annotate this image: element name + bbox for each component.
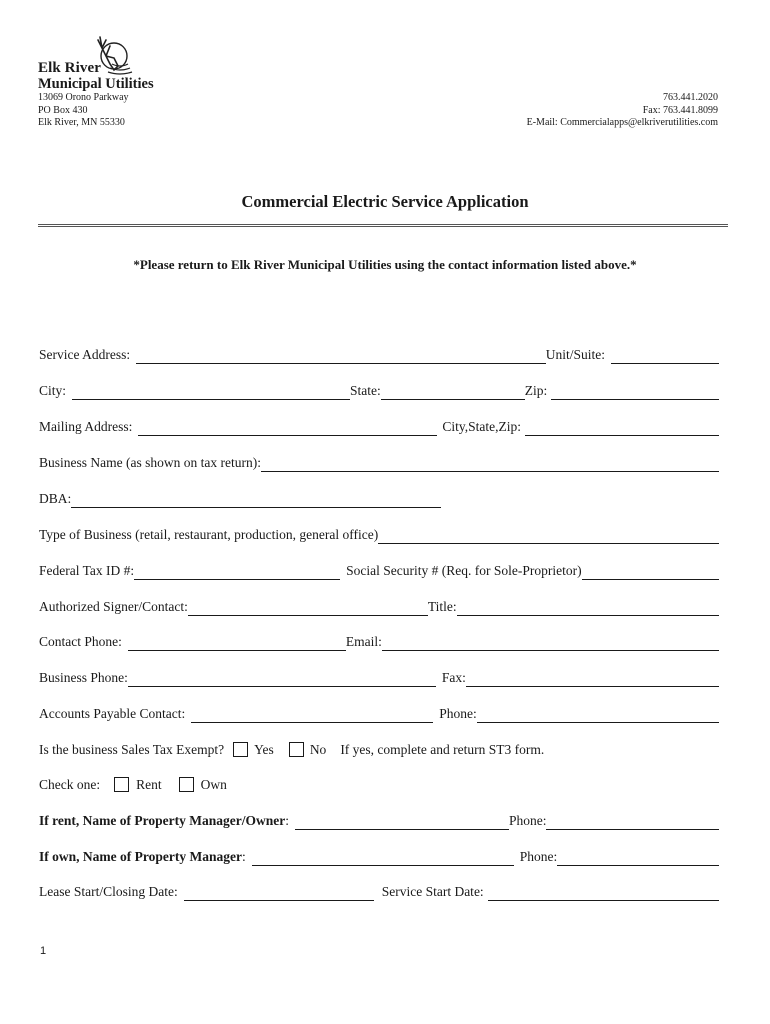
st3-note: If yes, complete and return ST3 form. [340, 742, 545, 757]
federal-tax-id-field[interactable] [134, 564, 340, 580]
type-of-business-field[interactable] [378, 528, 719, 544]
title-divider [38, 224, 728, 227]
logo-name-line2: Municipal Utilities [38, 76, 154, 92]
dba-label: DBA: [39, 491, 72, 506]
type-of-business-label: Type of Business (retail, restaurant, production, general office) [39, 527, 379, 542]
row-tax-id [39, 560, 719, 580]
address-line: Elk River, MN 55330 [38, 117, 125, 128]
service-start-label: Service Start Date: [381, 884, 484, 899]
city-field[interactable] [72, 384, 350, 400]
mailing-address-field[interactable] [138, 420, 437, 436]
row-service-address [39, 344, 719, 364]
row-business-phone [39, 667, 719, 687]
page-title: Commercial Electric Service Application [241, 192, 529, 211]
rent-phone-field[interactable] [546, 814, 719, 830]
service-start-field[interactable] [488, 885, 719, 901]
page-number: 1 [40, 945, 47, 957]
fax-field[interactable] [466, 671, 719, 687]
row-mailing-address [39, 416, 719, 436]
zip-label: Zip: [524, 383, 548, 398]
own-property-manager-label: If own, Name of Property Manager [39, 849, 242, 864]
row-rent-property-manager [39, 810, 719, 830]
ap-phone-field[interactable] [477, 707, 719, 723]
row-type-of-business [39, 524, 719, 544]
lease-start-field[interactable] [184, 885, 374, 901]
return-notice: *Please return to Elk River Municipal Utilities using the contact information listed above.* [133, 257, 637, 272]
row-own-property-manager [39, 846, 719, 866]
contact-phone-label: Contact Phone: [39, 634, 122, 649]
own-checkbox[interactable] [179, 777, 194, 792]
rent-phone-label: Phone: [508, 813, 547, 828]
contact-block [527, 92, 718, 130]
row-business-name [39, 452, 719, 472]
lease-start-label: Lease Start/Closing Date: [39, 884, 178, 899]
city-label: City: [39, 383, 67, 398]
state-label: State: [350, 383, 381, 398]
accounts-payable-field[interactable] [191, 707, 433, 723]
service-address-field[interactable] [136, 348, 546, 364]
tax-exempt-yes-label: Yes [254, 742, 274, 757]
rent-checkbox[interactable] [114, 777, 129, 792]
unit-suite-field[interactable] [611, 348, 719, 364]
business-phone-label: Business Phone: [39, 670, 128, 685]
ssn-label: Social Security # (Req. for Sole-Proprietor) [346, 563, 582, 578]
elk-river-logo [38, 34, 168, 90]
fax-label: Fax: [441, 670, 466, 685]
own-label: Own [200, 777, 227, 792]
row-contact-phone [39, 631, 719, 651]
signer-title-label: Title: [427, 599, 457, 614]
phone-number: 763.441.2020 [663, 92, 718, 103]
rent-property-manager-colon: : [285, 813, 289, 828]
row-dba [39, 488, 719, 508]
business-name-label: Business Name (as shown on tax return): [39, 455, 261, 470]
zip-field[interactable] [551, 384, 719, 400]
ap-phone-label: Phone: [439, 706, 477, 721]
own-property-manager-colon: : [241, 849, 246, 864]
service-address-label: Service Address: [39, 347, 131, 362]
ssn-field[interactable] [582, 564, 719, 580]
row-authorized-signer [39, 596, 719, 616]
business-name-field[interactable] [261, 456, 719, 472]
tax-exempt-no-label: No [309, 742, 327, 757]
tax-exempt-yes-checkbox[interactable] [233, 742, 248, 757]
own-property-manager-field[interactable] [252, 850, 514, 866]
contact-phone-field[interactable] [128, 635, 346, 651]
row-sales-tax-exempt [39, 739, 719, 759]
fax-number: Fax: 763.441.8099 [642, 104, 718, 116]
signer-title-field[interactable] [457, 600, 719, 616]
row-accounts-payable [39, 703, 719, 723]
row-dates [39, 881, 719, 901]
mailing-address-block [38, 92, 129, 130]
own-phone-field[interactable] [557, 850, 719, 866]
dba-field[interactable] [71, 492, 441, 508]
federal-tax-id-label: Federal Tax ID #: [39, 563, 135, 578]
check-one-label: Check one: [39, 777, 101, 792]
mailing-address-label: Mailing Address: [39, 419, 133, 434]
address-line: 13069 Orono Parkway [38, 92, 129, 103]
rent-property-manager-field[interactable] [295, 814, 509, 830]
accounts-payable-label: Accounts Payable Contact: [39, 706, 186, 721]
email-field[interactable] [382, 635, 719, 651]
sales-tax-exempt-label: Is the business Sales Tax Exempt? [39, 742, 225, 757]
email-address: E-Mail: Commercialapps@elkriverutilities.com [526, 117, 718, 128]
email-label: Email: [345, 634, 382, 649]
logo-name-line1: Elk River [38, 60, 101, 76]
address-line: PO Box 430 [38, 104, 88, 116]
tax-exempt-no-checkbox[interactable] [289, 742, 304, 757]
authorized-signer-label: Authorized Signer/Contact: [39, 599, 188, 614]
rent-property-manager-label: If rent, Name of Property Manager/Owner [39, 813, 286, 828]
row-city-state-zip [39, 380, 719, 400]
rent-label: Rent [136, 777, 162, 792]
city-state-zip-field[interactable] [525, 420, 719, 436]
business-phone-field[interactable] [128, 671, 436, 687]
own-phone-label: Phone: [519, 849, 558, 864]
row-check-one [39, 774, 719, 794]
unit-suite-label: Unit/Suite: [545, 347, 605, 362]
state-field[interactable] [381, 384, 525, 400]
city-state-zip-label: City,State,Zip: [442, 419, 521, 434]
authorized-signer-field[interactable] [188, 600, 428, 616]
